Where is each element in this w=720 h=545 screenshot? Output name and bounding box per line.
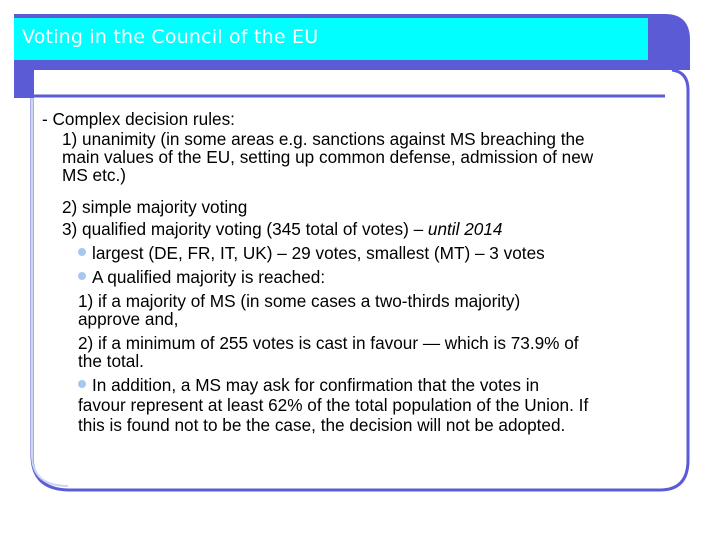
- line-confirmation-end: this is found not to be the case, the decision will not be adopted.: [78, 415, 566, 435]
- line-condition-2-cont: the total.: [78, 351, 144, 371]
- qmv-text: 3) qualified majority voting (345 total of votes) –: [62, 219, 428, 239]
- bullet-confirmation: [78, 376, 539, 395]
- line-condition-1-cont: approve and,: [78, 309, 179, 329]
- line-unanimity: 1) unanimity (in some areas e.g. sanctions against MS breaching the: [62, 129, 585, 149]
- bullet-confirmation-text: In addition, a MS may ask for confirmation that the votes in: [92, 375, 540, 395]
- bullet-largest-text: largest (DE, FR, IT, UK) – 29 votes, smallest (MT) – 3 votes: [92, 243, 545, 263]
- line-qualified-majority: [62, 220, 502, 239]
- line-confirmation-cont: favour represent at least 62% of the total population of the Union. If: [78, 395, 589, 415]
- header-left-block: [14, 60, 34, 98]
- line-intro: - Complex decision rules:: [42, 109, 235, 129]
- bullet-qm-reached: [78, 268, 325, 287]
- until-2014: until 2014: [427, 219, 503, 239]
- line-unanimity-cont: main values of the EU, setting up common defense, admission of new: [62, 147, 594, 167]
- line-condition-1: 1) if a majority of MS (in some cases a two-thirds majority): [78, 291, 521, 311]
- bullet-qm-text: A qualified majority is reached:: [92, 267, 326, 287]
- bullet-icon: [78, 272, 86, 280]
- line-simple-majority: 2) simple majority voting: [62, 197, 248, 217]
- slide-title: Voting in the Council of the EU: [22, 26, 319, 48]
- bullet-icon: [78, 248, 86, 256]
- line-condition-2: 2) if a minimum of 255 votes is cast in favour — which is 73.9% of: [78, 333, 579, 353]
- bullet-largest: [78, 244, 545, 263]
- bullet-icon: [78, 380, 86, 388]
- line-unanimity-end: MS etc.): [62, 165, 126, 185]
